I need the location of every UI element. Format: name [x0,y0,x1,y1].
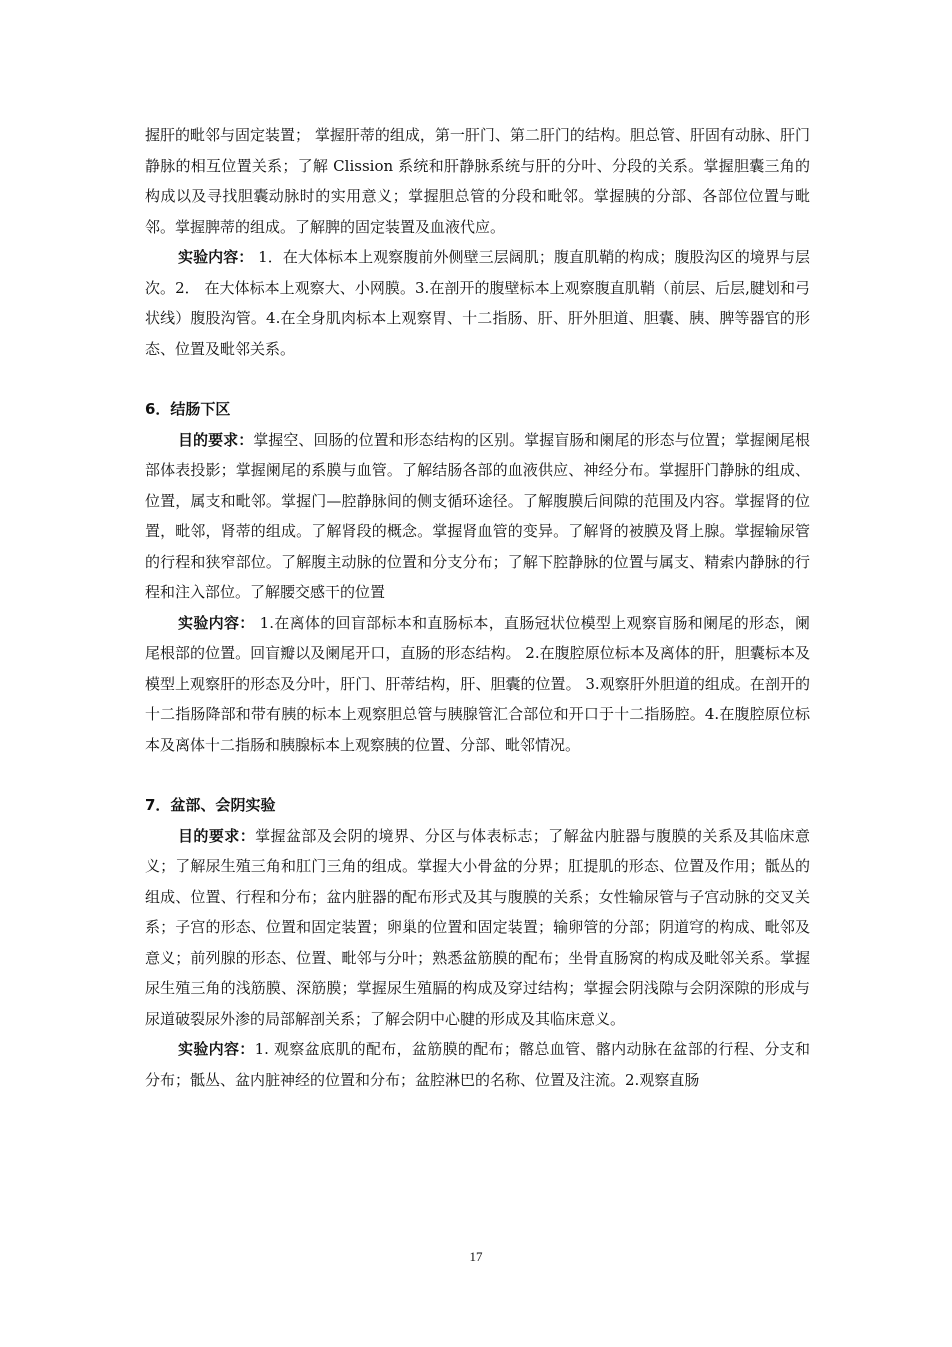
page-number: 17 [469,1249,483,1264]
paragraph-text: 1．在大体标本上观察腹前外侧壁三层阔肌；腹直肌鞘的构成；腹股沟区的境界与层次。2． 在大体标本上观察大、小网膜。3.在剖开的腹壁标本上观察腹直肌鞘（前层、后层,腱划和弓状线）腹股沟管。4.在全身肌肉标本上观察胃、十二指肠、肝、肝外胆道、胆囊、胰、脾等器官的形态、位置及毗邻关系。 [145,248,810,358]
page-content [145,120,810,1095]
paragraph-experiment-content-7 [145,1034,810,1095]
paragraph-label: 目的要求： [178,826,256,845]
paragraph-label: 实验内容： [178,613,255,632]
paragraph-experiment-content-5 [145,242,810,364]
paragraph-text: 1.在离体的回盲部标本和直肠标本，直肠冠状位模型上观察盲肠和阑尾的形态，阑尾根部的位置。回盲瓣以及阑尾开口，直肠的形态结构。 2.在腹腔原位标本及离体的肝，胆囊标本及模型上观察肝的形态及分叶，肝门、肝蒂结构，肝、胆囊的位置。 3.观察肝外胆道的组成。在剖开的十二指肠降部和带有胰的标本上观察胆总管与胰腺管汇合部位和开口于十二指肠腔。4.在腹腔原位标本及离体十二指肠和胰腺标本上观察胰的位置、分部、毗邻情况。 [145,613,810,754]
paragraph-text: 1. 观察盆底肌的配布，盆筋膜的配布；髂总血管、髂内动脉在盆部的行程、分支和分布；骶丛、盆内脏神经的位置和分布；盆腔淋巴的名称、位置及注流。2.观察直肠 [145,1040,810,1089]
paragraph-text: 掌握盆部及会阴的境界、分区与体表标志；了解盆内脏器与腹膜的关系及其临床意义；了解尿生殖三角和肛门三角的组成。掌握大小骨盆的分界；肛提肌的形态、位置及作用；骶丛的组成、位置、行程和分布；盆内脏器的配布形式及其与腹膜的关系；女性输尿管与子宫动脉的交叉关系；子宫的形态、位置和固定装置；卵巢的位置和固定装置；输卵管的分部；阴道穹的构成、毗邻及意义；前列腺的形态、位置、毗邻与分叶；熟悉盆筋膜的配布；坐骨直肠窝的构成及毗邻关系。掌握尿生殖三角的浅筋膜、深筋膜；掌握尿生殖膈的构成及穿过结构；掌握会阴浅隙与会阴深隙的形成与尿道破裂尿外渗的局部解剖关系；了解会阴中心腱的形成及其临床意义。 [145,826,810,1028]
paragraph-label: 目的要求： [178,430,254,449]
paragraph-objectives-7 [145,821,810,1035]
paragraph-label: 实验内容： [178,248,254,266]
continuation-paragraph: 握肝的毗邻与固定装置； 掌握肝蒂的组成，第一肝门、第二肝门的结构。胆总管、肝固有动脉、肝门静脉的相互位置关系；了解 Clission 系统和肝静脉系统与肝的分叶、分段的关系。掌握胆囊三角的构成以及寻找胆囊动脉时的实用意义；掌握胆总管的分段和毗邻。掌握胰的分部、各部位位置与毗邻。掌握脾蒂的组成。了解脾的固定装置及血液代应。 [145,126,810,236]
section-spacer [145,364,810,394]
section-heading-6: 6．结肠下区 [145,400,231,418]
paragraph-label: 实验内容： [178,1040,255,1058]
paragraph-experiment-content-6 [145,608,810,761]
section-heading-7: 7．盆部、会阴实验 [145,796,276,814]
paragraph-objectives-6 [145,425,810,608]
section-spacer [145,760,810,790]
paragraph-text: 掌握空、回肠的位置和形态结构的区别。掌握盲肠和阑尾的形态与位置；掌握阑尾根部体表投影；掌握阑尾的系膜与血管。了解结肠各部的血液供应、神经分布。掌握肝门静脉的组成、位置，属支和毗邻。掌握门—腔静脉间的侧支循环途径。了解腹膜后间隙的范围及内容。掌握肾的位置，毗邻，肾蒂的组成。了解肾段的概念。掌握肾血管的变异。了解肾的被膜及肾上腺。掌握输尿管的行程和狭窄部位。了解腹主动脉的位置和分支分布；了解下腔静脉的位置与属支、精索内静脉的行程和注入部位。了解腰交感干的位置 [145,430,810,601]
